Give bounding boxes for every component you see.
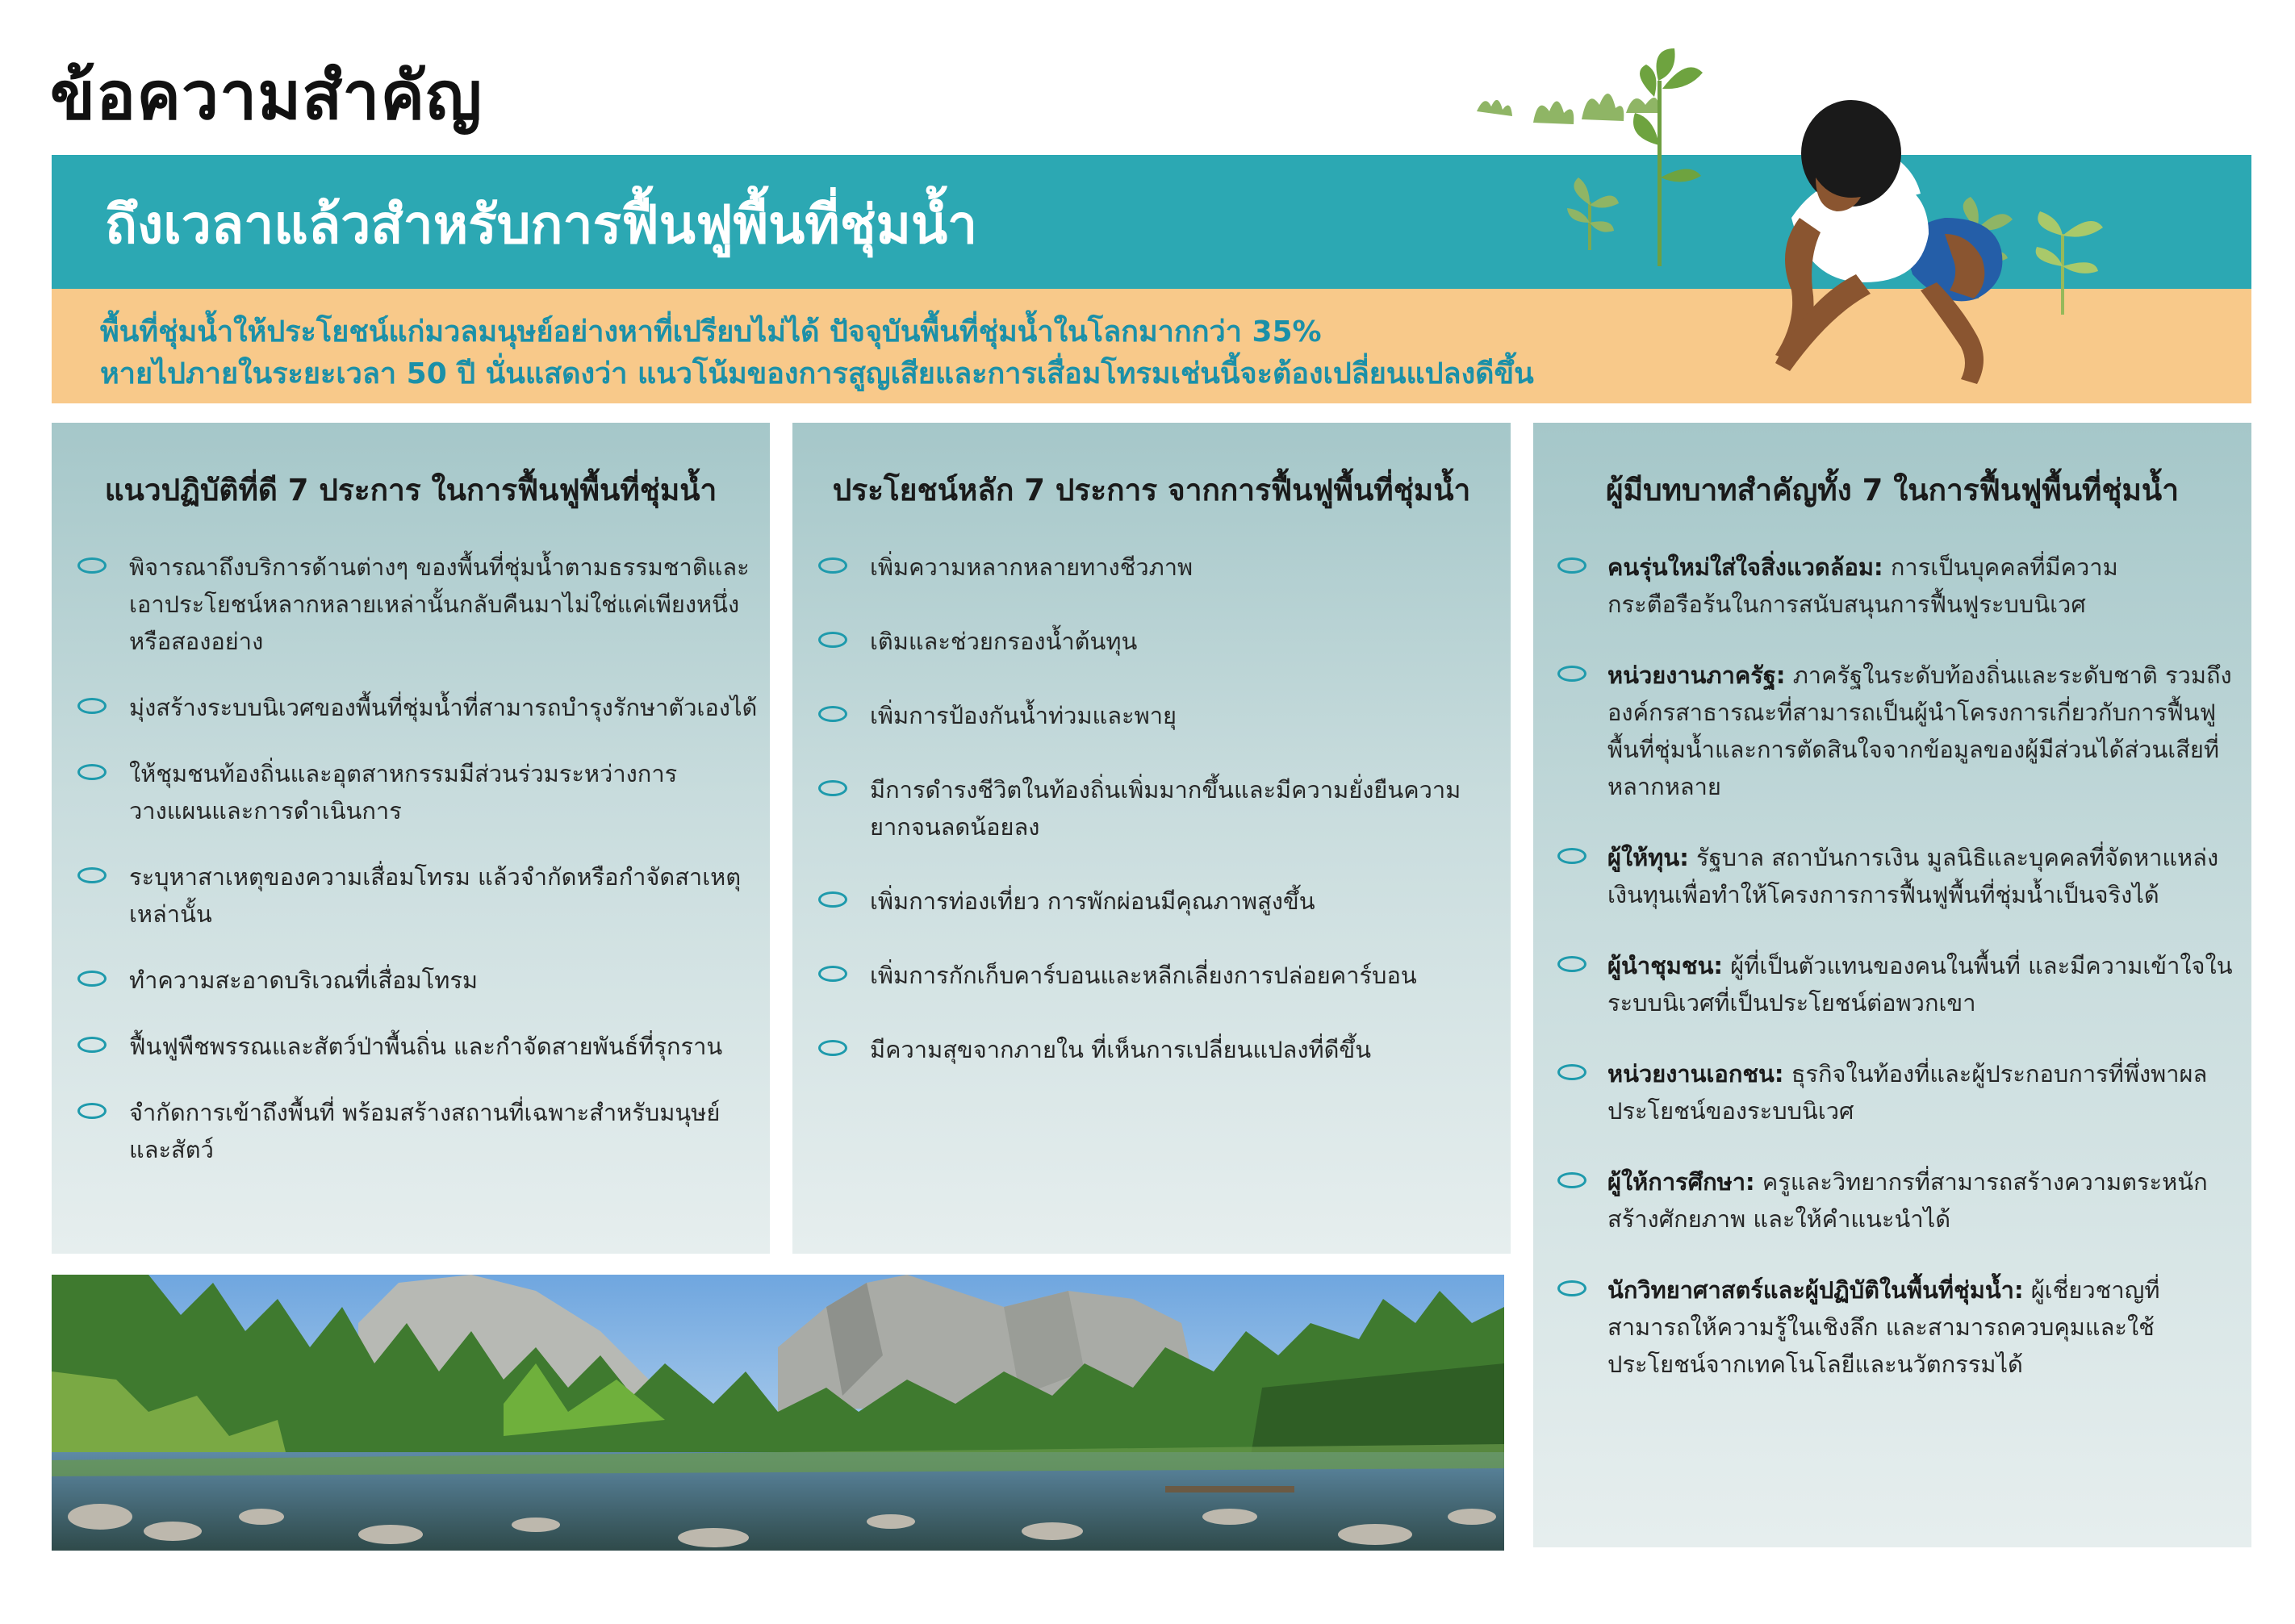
landscape-image	[52, 1275, 1504, 1551]
actors-list	[1533, 549, 2251, 1417]
list-item: นักวิทยาศาสตร์และผู้ปฏิบัติในพื้นที่ชุ่มน้ำ: ผู้เชี่ยวชาญที่สามารถให้ความรู้ในเชิงลึก และสามารถควบคุมและใช้ประโยชน์จากเทคโนโลยีและนวัตกรรมได้	[1533, 1271, 2251, 1383]
bullet-ring-icon	[77, 867, 107, 883]
actor-label: นักวิทยาศาสตร์และผู้ปฏิบัติในพื้นที่ชุ่มน้ำ:	[1607, 1276, 2024, 1304]
list-item: ผู้ให้ทุน: รัฐบาล สถาบันการเงิน มูลนิธิและบุคคลที่จัดหาแหล่งเงินทุนเพื่อทำให้โครงการการฟื้นฟูพื้นที่ชุ่มน้ำเป็นจริงได้	[1533, 839, 2251, 913]
actor-label: ผู้ให้ทุน:	[1607, 844, 1689, 871]
list-item: พิจารณาถึงบริการด้านต่างๆ ของพื้นที่ชุ่มน้ำตามธรรมชาติและเอาประโยชน์หลากหลายเหล่านั้นกลับคืนมาไม่ใช่แค่เพียงหนึ่งหรือสองอย่าง	[52, 549, 770, 660]
bullet-ring-icon	[1557, 557, 1586, 574]
actors-panel	[1533, 423, 2251, 1547]
seedling-icon	[1477, 94, 1660, 124]
actor-label: หน่วยงานภาครัฐ:	[1607, 662, 1786, 689]
bullet-ring-icon	[1557, 1172, 1586, 1188]
list-item: มีการดำรงชีวิตในท้องถิ่นเพิ่มมากขึ้นและมีความยั่งยืนความยากจนลดน้อยลง	[792, 771, 1511, 845]
bullet-ring-icon	[818, 891, 847, 908]
list-item: ทำความสะอาดบริเวณที่เสื่อมโทรม	[52, 962, 770, 999]
actors-title: ผู้มีบทบาทสำคัญทั้ง 7 ในการฟื้นฟูพื้นที่ชุ่มน้ำ	[1606, 473, 2179, 507]
intro-line-1: พื้นที่ชุ่มน้ำให้ประโยชน์แก่มวลมนุษย์อย่างหาที่เปรียบไม่ได้ ปัจจุบันพื้นที่ชุ่มน้ำในโลกมากกว่า 35%	[100, 315, 1322, 349]
list-item: หน่วยงานภาครัฐ: ภาครัฐในระดับท้องถิ่นและระดับชาติ รวมถึงองค์กรสาธารณะที่สามารถเป็นผู้นำโครงการเกี่ยวกับการฟื้นฟูพื้นที่ชุ่มน้ำและการตัดสินใจจากข้อมูลของผู้มีส่วนได้ส่วนเสียที่หลากหลาย	[1533, 657, 2251, 805]
bullet-ring-icon	[1557, 848, 1586, 864]
actor-label: ผู้ให้การศึกษา:	[1607, 1168, 1755, 1196]
bullet-ring-icon	[1557, 1280, 1586, 1296]
bullet-ring-icon	[1557, 666, 1586, 682]
bullet-ring-icon	[1557, 956, 1586, 972]
wetland-landscape-photo	[52, 1275, 1504, 1551]
list-item: จำกัดการเข้าถึงพื้นที่ พร้อมสร้างสถานที่เฉพาะสำหรับมนุษย์และสัตว์	[52, 1094, 770, 1168]
bullet-ring-icon	[818, 1040, 847, 1056]
list-item: มีความสุขจากภายใน ที่เห็นการเปลี่ยนแปลงที่ดีขึ้น	[792, 1031, 1511, 1068]
list-item: เพิ่มการกักเก็บคาร์บอนและหลีกเลี่ยงการปล่อยคาร์บอน	[792, 957, 1511, 994]
list-item: คนรุ่นใหม่ใส่ใจสิ่งแวดล้อม: การเป็นบุคคลที่มีความกระตือรือร้นในการสนับสนุนการฟื้นฟูระบบนิเวศ	[1533, 549, 2251, 623]
bullet-ring-icon	[77, 557, 107, 574]
list-item: ให้ชุมชนท้องถิ่นและอุตสาหกรรมมีส่วนร่วมระหว่างการวางแผนและการดำเนินการ	[52, 755, 770, 829]
benefits-list	[792, 549, 1511, 1105]
bullet-ring-icon	[77, 698, 107, 714]
bullet-ring-icon	[818, 706, 847, 722]
list-item: หน่วยงานเอกชน: ธุรกิจในท้องที่และผู้ประกอบการที่พึ่งพาผลประโยชน์ของระบบนิเวศ	[1533, 1055, 2251, 1129]
list-item: ผู้นำชุมชน: ผู้ที่เป็นตัวแทนของคนในพื้นที่ และมีความเข้าใจในระบบนิเวศที่เป็นประโยชน์ต่อพวกเขา	[1533, 947, 2251, 1021]
practices-list	[52, 549, 770, 1197]
practices-title: แนวปฏิบัติที่ดี 7 ประการ ในการฟื้นฟูพื้นที่ชุ่มน้ำ	[104, 473, 717, 507]
practices-panel	[52, 423, 770, 1254]
bullet-ring-icon	[818, 557, 847, 574]
banner-title: ถึงเวลาแล้วสำหรับการฟื้นฟูพื้นที่ชุ่มน้ำ	[105, 194, 978, 256]
benefits-title: ประโยชน์หลัก 7 ประการ จากการฟื้นฟูพื้นที่ชุ่มน้ำ	[832, 473, 1471, 507]
bullet-ring-icon	[818, 780, 847, 796]
bullet-ring-icon	[77, 971, 107, 987]
actor-label: หน่วยงานเอกชน:	[1607, 1060, 1784, 1088]
actor-label: คนรุ่นใหม่ใส่ใจสิ่งแวดล้อม:	[1607, 553, 1883, 581]
bullet-ring-icon	[77, 1103, 107, 1119]
actor-label: ผู้นำชุมชน:	[1607, 952, 1724, 979]
bullet-ring-icon	[818, 632, 847, 648]
list-item: ระบุหาสาเหตุของความเสื่อมโทรม แล้วจำกัดหรือกำจัดสาเหตุเหล่านั้น	[52, 858, 770, 933]
bullet-ring-icon	[77, 764, 107, 780]
list-item: เพิ่มการท่องเที่ยว การพักผ่อนมีคุณภาพสูงขึ้น	[792, 883, 1511, 920]
list-item: มุ่งสร้างระบบนิเวศของพื้นที่ชุ่มน้ำที่สามารถบำรุงรักษาตัวเองได้	[52, 689, 770, 726]
seedling-icon	[2036, 211, 2103, 315]
bullet-ring-icon	[1557, 1064, 1586, 1080]
intro-line-2: หายไปภายในระยะเวลา 50 ปี นั่นแสดงว่า แนวโน้มของการสูญเสียและการเสื่อมโทรมเช่นนี้จะต้องเปลี่ยนแปลงดีขึ้น	[100, 357, 1534, 390]
list-item: เพิ่มการป้องกันน้ำท่วมและพายุ	[792, 697, 1511, 734]
list-item: ฟื้นฟูพืชพรรณและสัตว์ป่าพื้นถิ่น และกำจัดสายพันธ์ที่รุกราน	[52, 1028, 770, 1065]
list-item: ผู้ให้การศึกษา: ครูและวิทยากรที่สามารถสร้างความตระหนักสร้างศักยภาพ และให้คำแนะนำได้	[1533, 1163, 2251, 1238]
page-title: ข้อความสำคัญ	[50, 58, 483, 135]
bullet-ring-icon	[77, 1037, 107, 1053]
list-item: เติมและช่วยกรองน้ำต้นทุน	[792, 623, 1511, 660]
list-item: เพิ่มความหลากหลายทางชีวภาพ	[792, 549, 1511, 586]
bullet-ring-icon	[818, 966, 847, 982]
seedling-icon	[1633, 48, 1703, 266]
child-planting-illustration	[1461, 32, 2138, 403]
benefits-panel	[792, 423, 1511, 1254]
seedling-icon	[1567, 177, 1619, 250]
